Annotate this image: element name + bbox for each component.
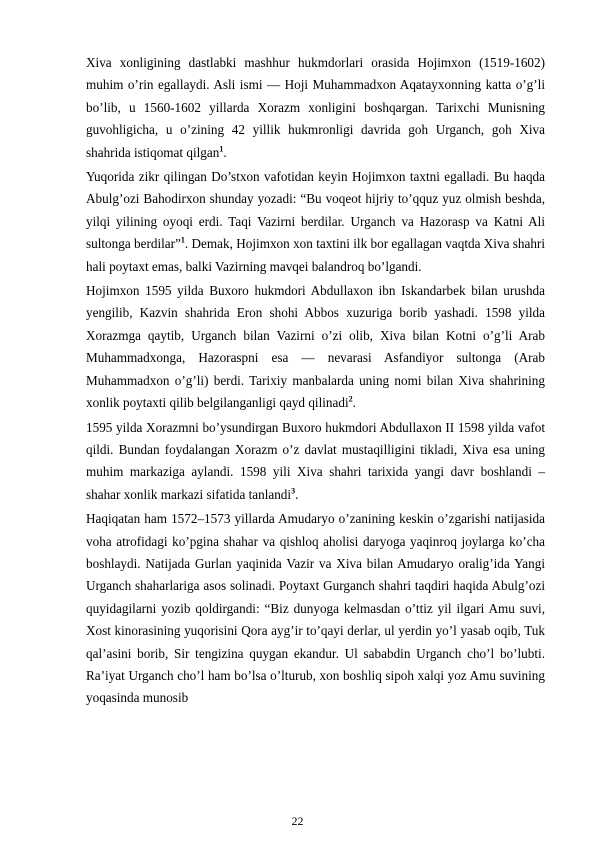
paragraph-5: [86, 508, 545, 710]
document-body: [86, 52, 545, 712]
footnote-marker[interactable]: 2: [348, 394, 353, 404]
paragraph-tail: .: [223, 144, 227, 160]
paragraph-tail: .: [352, 395, 356, 411]
paragraph-tail: .: [295, 486, 299, 502]
paragraph-text: Haqiqatan ham 1572–1573 yillarda Amudaryo o’zanining keskin o’zgarishi natijasida voha atrofidagi ko’pgina shahar va qishloq aholisi daryoga yaqinroq joylarga ko’cha boshlaydi. Natijada Gurlan yaqinida Vazir va Xiva bilan Amudaryo oralig’ida Yangi Urganch shaharlariga asos solinadi. Poytaxt Gurganch shahri taqdiri haqida Abulg’ozi quyidagilarni yozib qoldirgandi: “Biz dunyoga kelmasdan o’ttiz yil ilgari Amu suvi, Xost kinorasining yuqorisini Qora ayg’ir to’qayi derlar, ul yerdin yo’l yasab oqib, Tuk qal’asini borib, Sir tengizina quygan ekandur. Ul sababdin Urganch cho’l bo’lubti. Ra’iyat Urganch cho’l ham bo’lsa o’lturub, xon boshliq sipoh xalqi yoz Amu suvining yoqasinda munosib: [86, 511, 545, 706]
page-number: 22: [291, 814, 304, 828]
paragraph-3: [86, 280, 545, 414]
paragraph-text: Xiva xonligining dastlabki mashhur hukmdorlari orasida Hojimxon (1519-1602) muhim o’rin egallaydi. Asli ismi — Hoji Muhammadxon Aqatayxonning katta o’g’li bo’lib, u 1560-1602 yillarda Xorazm xonligini boshqargan. Tarixchi Munisning guvohligicha, u o’zining 42 yillik hukmronligi davrida goh Urganch, goh Xiva shahrida istiqomat qilgan: [86, 55, 545, 160]
footnote-marker[interactable]: 1: [180, 235, 185, 245]
paragraph-text: Hojimxon 1595 yilda Buxoro hukmdori Abdullaxon ibn Iskandarbek bilan urushda yengilib, Kazvin shahrida Eron shohi Abbos xuzuriga borib yashadi. 1598 yilda Xorazmga qaytib, Urganch bilan Vazirni o’zi olib, Xiva bilan Kotni o’g’li Arab Muhammadxonga, Hazoraspni esa — nevarasi Asfandiyor sultonga (Arab Muhammadxon o’g’li) berdi. Tarixiy manbalarda uning nomi bilan Xiva shahrining xonlik poytaxti qilib belgilanganligi qayd qilinadi: [86, 283, 545, 411]
footnote-marker[interactable]: 1: [219, 144, 224, 154]
paragraph-text: Yuqorida zikr qilingan Do’stxon vafotidan keyin Hojimxon taxtni egalladi. Bu haqda Abulg’ozi Bahodirxon shunday yozadi: “Bu voqeot hijriy to’qquz yuz olmish beshda, yilqi yilining oyoqi erdi. Taqi Vazirni berdilar. Urganch va Hazorasp va Katni Ali sultonga berdilar”: [86, 169, 545, 252]
paragraph-text: 1595 yilda Xorazmni bo’ysundirgan Buxoro hukmdori Abdullaxon II 1598 yilda vafot qildi. Bundan foydalangan Xorazm o’z davlat mustaqilligini tikladi, Xiva esa uning muhim markaziga aylandi. 1598 yili Xiva shahri tarixida yangi davr boshlandi – shahar xonlik markazi sifatida tanlandi: [86, 419, 545, 502]
footnote-marker[interactable]: 3: [291, 486, 296, 496]
paragraph-2: [86, 166, 545, 278]
paragraph-tail: . Demak, Hojimxon xon taxtini ilk bor egallagan vaqtda Xiva shahri hali poytaxt emas, balki Vazirning mavqei balandroq bo’lgandi.: [86, 236, 545, 274]
paragraph-1: [86, 52, 545, 164]
paragraph-4: [86, 417, 545, 507]
